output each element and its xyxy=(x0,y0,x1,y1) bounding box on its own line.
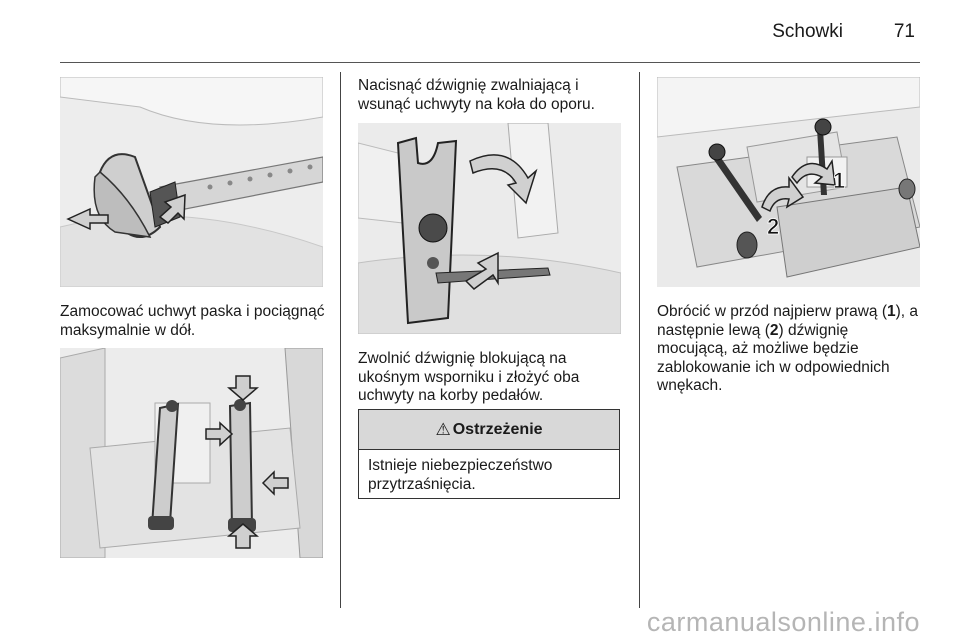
warning-header xyxy=(359,410,619,450)
figure-mounting-levers xyxy=(657,77,920,287)
caption-part-1: Obrócić w przód najpierw prawą ( xyxy=(657,303,888,320)
page-number: 71 xyxy=(893,21,915,42)
figure-label-2: 2 xyxy=(767,214,780,239)
page-header xyxy=(0,22,960,42)
figure-label-1: 1 xyxy=(833,168,846,193)
caption-part-3: ) dźwignię mocującą, aż możliwe będzie zablokowanie ich w odpowiednich wnękach. xyxy=(657,321,890,394)
caption-part-2: ), a następnie lewą ( xyxy=(657,303,919,339)
figure-wheel-holders xyxy=(60,348,323,558)
watermark: carmanualsonline.info xyxy=(646,607,920,637)
caption-release-lever: Nacisnąć dźwignię zwalniającą i wsunąć uchwyty na koła do oporu. xyxy=(358,77,595,113)
figure-strap-holder xyxy=(60,77,323,287)
caption-strap: Zamocować uchwyt paska i pociągnąć maksymalnie w dół. xyxy=(60,303,325,339)
warning-text: Istnieje niebezpieczeństwo przytrzaśnięcia. xyxy=(368,457,553,493)
lever-ref-1: 1 xyxy=(887,303,896,320)
lever-ref-2: 2 xyxy=(769,321,779,339)
warning-icon: ⚠ xyxy=(435,419,451,439)
caption-locking-lever: Zwolnić dźwignię blokującą na ukośnym wsporniku i złożyć oba uchwyty na korby pedałów. xyxy=(358,350,580,404)
column-divider-right xyxy=(639,72,640,608)
figure-release-lever xyxy=(358,123,621,334)
section-title: Schowki xyxy=(772,21,843,42)
column-divider-left xyxy=(340,72,341,608)
warning-title: Ostrzeżenie xyxy=(452,420,543,438)
caption-mounting-levers xyxy=(657,303,923,396)
warning-box xyxy=(358,409,620,499)
header-rule xyxy=(60,62,920,63)
